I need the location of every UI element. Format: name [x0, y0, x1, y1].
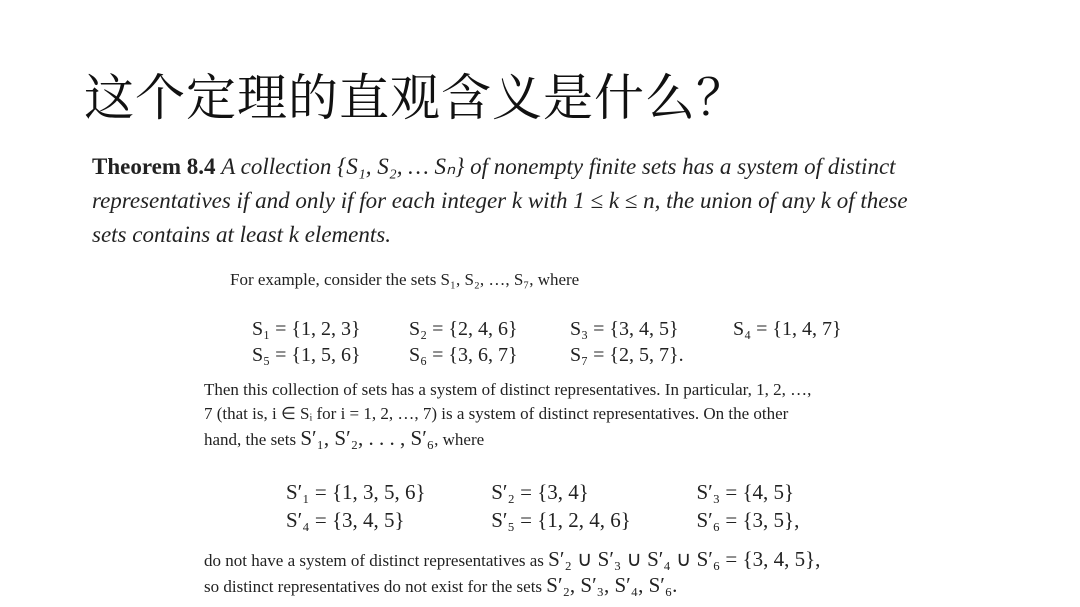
- prime-sets-row-2: [286, 508, 799, 536]
- set-s1-prime: S′₁ = {1, 3, 5, 6}: [286, 480, 426, 504]
- set-s5-prime: S′₅ = {1, 2, 4, 6}: [491, 508, 631, 532]
- set-s7: S₇ = {2, 5, 7}.: [570, 344, 684, 366]
- theorem-line-3: sets contains at least k elements.: [92, 222, 391, 247]
- prime-sets-equations: [286, 480, 799, 536]
- set-s6-prime: S′₆ = {3, 5},: [696, 508, 800, 532]
- concl-line-2-text: so distinct representatives do not exist for the sets: [204, 577, 543, 596]
- theorem-line-2: representatives if and only if for each integer k with 1 ≤ k ≤ n, the union of any k of these: [92, 188, 908, 213]
- concl-line-2-math: S′₂, S′₃, S′₄, S′₆.: [546, 573, 678, 597]
- para-line-3-end: , where: [434, 430, 485, 449]
- set-s4: S₄ = {1, 4, 7}: [733, 318, 842, 340]
- example-intro: For example, consider the sets S₁, S₂, …, S₇, where: [230, 270, 580, 289]
- para-line-3: [204, 426, 904, 450]
- set-s5: S₅ = {1, 5, 6}: [252, 344, 361, 366]
- sets-equations: [252, 318, 842, 370]
- set-s2-prime: S′₂ = {3, 4}: [491, 480, 589, 504]
- set-s4-prime: S′₄ = {3, 4, 5}: [286, 508, 405, 532]
- conclusion-paragraph: [204, 546, 904, 598]
- slide-title: 这个定理的直观含义是什么？: [84, 69, 747, 127]
- theorem-label: Theorem 8.4: [92, 154, 216, 179]
- theorem-block: [92, 150, 1012, 252]
- theorem-text-1: A collection {S₁, S₂, … Sₙ} of nonempty finite sets has a system of distinct: [221, 154, 896, 179]
- concl-line-1-math: S′₂ ∪ S′₃ ∪ S′₄ ∪ S′₆ = {3, 4, 5},: [548, 547, 821, 571]
- para-line-2: 7 (that is, i ∈ Sᵢ for i = 1, 2, …, 7) is a system of distinct representatives. On the other: [204, 404, 789, 423]
- sets-row-2: [252, 344, 842, 370]
- prime-sets-row-1: [286, 480, 799, 508]
- set-s1: S₁ = {1, 2, 3}: [252, 318, 361, 340]
- example-paragraph: [204, 378, 904, 450]
- concl-line-1: [204, 546, 904, 572]
- concl-line-2: [204, 572, 904, 598]
- set-s3-prime: S′₃ = {4, 5}: [696, 480, 795, 504]
- set-s3: S₃ = {3, 4, 5}: [570, 318, 679, 340]
- set-s6: S₆ = {3, 6, 7}: [409, 344, 518, 366]
- theorem-line-1: [92, 150, 1012, 184]
- set-s2: S₂ = {2, 4, 6}: [409, 318, 518, 340]
- para-line-1: Then this collection of sets has a system of distinct representatives. In particular, 1, 2, …,: [204, 380, 812, 399]
- para-line-3-math: S′₁, S′₂, . . . , S′₆: [300, 426, 435, 450]
- concl-line-1-text: do not have a system of distinct representatives as: [204, 551, 544, 570]
- para-line-3-text: hand, the sets: [204, 430, 297, 449]
- sets-row-1: [252, 318, 842, 344]
